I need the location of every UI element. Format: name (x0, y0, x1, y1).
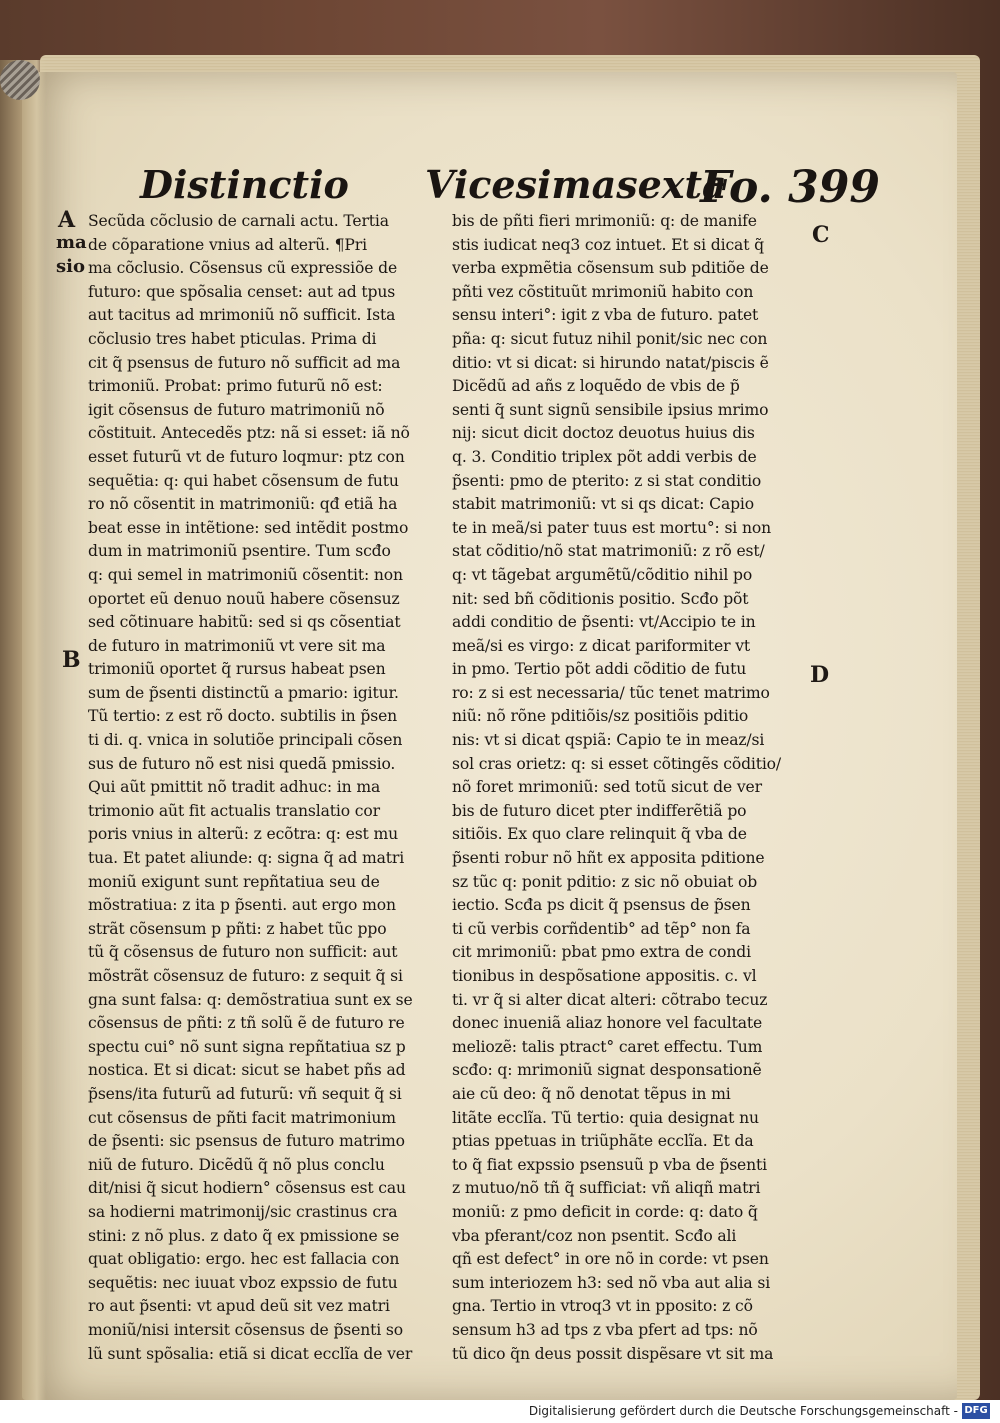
text-line: bis de futuro dicet pter indifferẽtiã po (452, 801, 747, 820)
margin-letter-c: C (812, 222, 830, 248)
text-line: pñti vez cõstituũt mrimoniũ habito con (452, 282, 754, 301)
folio-number: Fo. 399 (700, 162, 880, 213)
text-line: niũ: nõ rõne pditiõis/sz positiõis pditio (452, 707, 749, 726)
text-line: stini: z nõ plus. z dato q̃ ex pmissione se (88, 1226, 400, 1245)
text-line: cit mrimoniũ: pbat pmo extra de condi (452, 943, 751, 962)
text-line: te in meã/si pater tuus est mortu°: si non (452, 518, 771, 537)
text-line: p̃senti: pmo de pterito: z si stat conditio (452, 471, 762, 490)
text-line: nij: sicut dicit doctoz deuotus huius dis (452, 424, 755, 443)
text-line: nis: vt si dicat qspiã: Capio te in meaz/si (452, 731, 765, 750)
text-line: p̃senti robur nõ hñt ex apposita pditione (452, 849, 765, 868)
text-line: ditio: vt si dicat: si hirundo natat/piscis ẽ (452, 353, 769, 372)
text-line: qñ est defect° in ore nõ in corde: vt psen (452, 1250, 769, 1269)
text-line: mõstrãt cõsensuz de futuro: z sequit q̃ si (88, 967, 403, 985)
margin-letter-b: B (62, 647, 81, 673)
text-line: ti cũ verbis corñdentib° ad tẽp° non fa (452, 919, 751, 938)
text-line: tũ dico q̃n deus possit dispẽsare vt sit ma (452, 1344, 774, 1363)
text-line: vba pferant/coz non psentit. Scđo ali (452, 1226, 737, 1245)
running-head-middle: Vicesimasexta (425, 162, 727, 207)
text-line: bis de pñti fieri mrimoniũ: q: de manife (452, 212, 757, 230)
text-line: mõstratiua: z ita p p̃senti. aut ergo mon (88, 896, 396, 915)
margin-letter-a: A (58, 207, 76, 233)
text-line: spectu cui° nõ sunt signa repñtatiua sz p (88, 1037, 406, 1056)
text-line: cut cõsensus de pñti facit matrimonium (88, 1108, 396, 1127)
text-line: pña: q: sicut futuz nihil ponit/sic nec con (452, 329, 768, 348)
text-line: cõclusio tres habet pticulas. Prima di (88, 329, 377, 348)
text-line: iectio. Scđa ps dicit q̃ psensus de p̃sen (452, 896, 751, 915)
text-line: sequẽtis: nec iuuat vboz expssio de futu (88, 1273, 398, 1292)
text-line: Qui aũt pmittit nõ tradit adhuc: in ma (88, 778, 381, 797)
text-line: futuro: que spõsalia censet: aut ad tpus (88, 282, 396, 301)
text-line: gna. Tertio in vtroq3 vt in pposito: z cõ (452, 1297, 753, 1316)
text-line: lũ sunt spõsalia: etiã si dicat ecclĩa de ver (88, 1344, 413, 1363)
right-text-column (452, 210, 802, 1366)
text-line: p̃sens/ita futurũ ad futurũ: vñ sequit q̃ si (88, 1084, 402, 1103)
text-line: ti. vr q̃ si alter dicat alteri: cõtrabo tecuz (452, 990, 768, 1009)
text-line: igit cõsensus de futuro matrimoniũ nõ (88, 400, 385, 419)
footer-credit: Digitalisierung gefördert durch die Deutsche Forschungsgemeinschaft - (528, 1404, 958, 1418)
text-line: oportet eũ denuo nouũ habere cõsensuz (88, 589, 400, 608)
text-line: z mutuo/nõ tñ q̃ sufficiat: vñ aliqñ matri (452, 1179, 761, 1198)
text-line: verba expmẽtia cõsensum sub pditiõe de (452, 259, 769, 278)
left-text-column (88, 210, 428, 1366)
text-line: sa hodierni matrimonij/sic crastinus cra (88, 1202, 398, 1221)
text-line: sz tũc q: ponit pditio: z sic nõ obuiat ob (452, 872, 758, 891)
gutter-curl (0, 60, 46, 1400)
text-line: q: vt tãgebat argumẽtũ/cõditio nihil po (452, 565, 753, 584)
margin-fragment-sio: sio (56, 256, 85, 277)
text-line: cit q̃ psensus de futuro nõ sufficit ad ma (88, 353, 401, 372)
text-line: sus de futuro nõ est nisi quedã pmissio. (88, 754, 396, 773)
text-line: to q̃ fiat expssio psensuũ p vba de p̃senti (452, 1155, 767, 1174)
text-line: beat esse in intẽtione: sed intẽdit postmo (88, 518, 409, 537)
text-line: tua. Et patet aliunde: q: signa q̃ ad matri (88, 849, 405, 868)
text-line: tũ q̃ cõsensus de futuro non sufficit: aut (88, 943, 398, 962)
text-line: in pmo. Tertio põt addi cõditio de futu (452, 660, 747, 679)
text-line: moniũ/nisi intersit cõsensus de p̃senti so (88, 1320, 403, 1339)
text-line: ro nõ cõsentit in matrimoniũ: qđ etiã ha (88, 495, 398, 514)
text-line: dit/nisi q̃ sicut hodiern° cõsensus est cau (88, 1179, 406, 1198)
text-line: stat cõditio/nõ stat matrimoniũ: z rõ est/ (452, 542, 765, 561)
text-line: senti q̃ sunt signũ sensibile ipsius mrimo (452, 400, 769, 419)
text-line: sitiõis. Ex quo clare relinquit q̃ vba de (452, 825, 747, 844)
text-line: trimonio aũt fit actualis translatio cor (88, 801, 380, 820)
margin-fragment-ma: ma (56, 232, 87, 253)
text-line: de cõparatione vnius ad alterũ. ¶Pri (88, 235, 367, 254)
text-line: ma cõclusio. Cõsensus cũ expressiõe de (88, 259, 398, 278)
text-line: aie cũ deo: q̃ nõ denotat tẽpus in mi (452, 1084, 731, 1103)
text-line: sequẽtia: q: qui habet cõsensum de futu (88, 471, 399, 490)
text-line: scđo: q: mrimoniũ signat desponsationẽ (452, 1061, 762, 1080)
running-head-left: Distinctio (140, 162, 349, 207)
text-line: de futuro in matrimoniũ vt vere sit ma (88, 636, 386, 655)
text-line: nostica. Et si dicat: sicut se habet pñs ad (88, 1061, 406, 1080)
text-line: meliozẽ: talis ptract° caret effectu. Tum (452, 1037, 763, 1056)
text-line: ti di. q. vnica in solutiõe principali cõsen (88, 731, 403, 750)
text-line: poris vnius in alterũ: z ecõtra: q: est mu (88, 825, 399, 844)
text-line: sensu interi°: igit z vba de futuro. patet (452, 306, 759, 325)
text-line: cõsensus de pñti: z tñ solũ ẽ de futuro re (88, 1014, 405, 1033)
text-line: nõ foret mrimoniũ: sed totũ sicut de ver (452, 778, 762, 797)
dfg-logo: DFG (962, 1403, 990, 1419)
text-line: meã/si es virgo: z dicat pariformiter vt (452, 636, 751, 655)
text-line: moniũ exigunt sunt repñtatiua seu de (88, 872, 380, 891)
text-line: cõstituit. Antecedẽs ptz: nã si esset: iã nõ (88, 424, 410, 443)
text-line: stis iudicat neq3 coz intuet. Et si dicat q̃ (452, 235, 764, 254)
text-line: tionibus in despõsatione appositis. c. vl (452, 967, 757, 985)
text-line: Dicẽdũ ad añs z loquẽdo de vbis de p̃ (452, 377, 740, 396)
text-line: trimoniũ oportet q̃ rursus habeat psen (88, 660, 386, 679)
text-line: sum de p̃senti distinctũ a pmario: igitur. (88, 683, 399, 702)
text-line: esset futurũ vt de futuro loqmur: ptz con (88, 447, 405, 466)
text-line: sol cras orietz: q: si esset cõtingẽs cõditio/ (452, 754, 782, 773)
text-line: litãte ecclĩa. Tũ tertio: quia designat nu (452, 1108, 759, 1127)
text-line: trimoniũ. Probat: primo futurũ nõ est: (88, 377, 383, 396)
binding-thread-icon (0, 60, 40, 100)
text-line: nit: sed bñ cõditionis positio. Scđo põt (452, 589, 749, 608)
text-line: q: qui semel in matrimoniũ cõsentit: non (88, 565, 403, 584)
text-line: de p̃senti: sic psensus de futuro matrimo (88, 1132, 405, 1151)
text-line: dum in matrimoniũ psentire. Tum scđo (88, 542, 391, 561)
text-line: ro: z si est necessaria/ tũc tenet matrimo (452, 683, 770, 702)
text-line: sed cõtinuare habitũ: sed si qs cõsentiat (88, 613, 401, 632)
text-line: ro aut p̃senti: vt apud deũ sit vez matri (88, 1297, 390, 1316)
text-line: quat obligatio: ergo. hec est fallacia con (88, 1250, 400, 1269)
text-line: aut tacitus ad mrimoniũ nõ sufficit. Ista (88, 306, 396, 325)
text-line: sensum h3 ad tps z vba pfert ad tps: nõ (452, 1320, 758, 1339)
text-line: stabit matrimoniũ: vt si qs dicat: Capio (452, 495, 754, 514)
text-line: moniũ: z pmo deficit in corde: q: dato q̃ (452, 1202, 758, 1221)
text-line: donec inueniã aliaz honore vel facultate (452, 1014, 763, 1033)
text-line: q. 3. Conditio triplex põt addi verbis de (452, 447, 757, 466)
text-line: Secũda cõclusio de carnali actu. Tertia (88, 212, 389, 230)
margin-letter-d: D (810, 662, 830, 688)
text-line: addi conditio de p̃senti: vt/Accipio te in (452, 613, 756, 632)
text-line: gna sunt falsa: q: demõstratiua sunt ex se (88, 990, 413, 1009)
text-line: Tũ tertio: z est rõ docto. subtilis in p̃sen (88, 707, 398, 726)
text-line: sum interiozem h3: sed nõ vba aut alia si (452, 1273, 771, 1292)
text-line: strãt cõsensum p pñti: z habet tũc ppo (88, 919, 387, 938)
text-line: niũ de futuro. Dicẽdũ q̃ nõ plus conclu (88, 1155, 385, 1174)
text-line: ptias ppetuas in triũphãte ecclĩa. Et da (452, 1132, 754, 1151)
